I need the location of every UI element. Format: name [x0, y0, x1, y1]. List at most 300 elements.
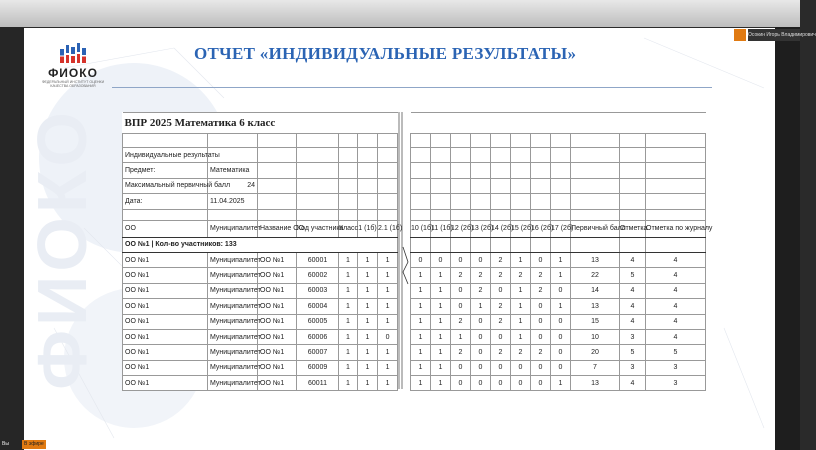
empty-cell	[620, 113, 646, 134]
empty-cell	[620, 148, 646, 163]
table-cell: 0	[491, 283, 511, 298]
column-break-marker	[398, 112, 410, 389]
empty-cell	[451, 194, 471, 209]
max-label: Максимальный первичный балл	[123, 178, 208, 193]
table-cell: 1	[511, 314, 531, 329]
empty-cell	[571, 209, 620, 220]
empty-cell	[620, 163, 646, 178]
table-row	[411, 376, 706, 391]
empty-cell	[531, 148, 551, 163]
column-header: 15 (2б)	[511, 220, 531, 237]
empty-cell	[551, 134, 571, 148]
empty-cell	[431, 148, 451, 163]
table-cell: 0	[451, 252, 471, 267]
logo-name: ФИОКО	[48, 66, 98, 80]
empty-cell	[431, 134, 451, 148]
table-cell: 3	[646, 360, 706, 375]
table-cell: ОО №1	[258, 283, 297, 298]
table-cell: 4	[620, 314, 646, 329]
table-cell: 5	[646, 345, 706, 360]
empty-cell	[551, 163, 571, 178]
table-cell: 60006	[297, 329, 339, 344]
empty-cell	[571, 148, 620, 163]
table-cell: 2	[491, 314, 511, 329]
table-cell: 0	[451, 283, 471, 298]
table-cell: 7	[571, 360, 620, 375]
table-cell: 1	[471, 299, 491, 314]
empty-cell	[491, 178, 511, 193]
table-cell: 1	[358, 329, 378, 344]
logo-books-icon	[60, 41, 86, 63]
table-cell: 1	[339, 252, 358, 267]
table-cell: 0	[471, 376, 491, 391]
empty-cell	[531, 209, 551, 220]
empty-cell	[551, 194, 571, 209]
table-cell: 0	[551, 314, 571, 329]
table-cell: 0	[531, 252, 551, 267]
table-cell: 0	[451, 376, 471, 391]
date-label: Дата:	[123, 194, 208, 209]
table-cell: ОО №1	[258, 345, 297, 360]
table-cell: 22	[571, 268, 620, 283]
table-cell: 2	[491, 345, 511, 360]
table-header-row	[123, 220, 398, 237]
table-cell: Муниципалитет	[208, 329, 258, 344]
table-cell: 1	[339, 314, 358, 329]
table-row	[123, 252, 398, 267]
table-cell: 2	[471, 268, 491, 283]
table-cell: 1	[551, 252, 571, 267]
table-cell: ОО №1	[123, 376, 208, 391]
empty-cell	[491, 134, 511, 148]
table-cell: 1	[411, 345, 431, 360]
table-cell: 1	[451, 329, 471, 344]
table-cell: 1	[378, 252, 398, 267]
table-cell: 3	[620, 329, 646, 344]
report-table-right	[410, 112, 713, 391]
table-row	[123, 268, 398, 283]
empty-cell	[491, 194, 511, 209]
table-cell: 0	[531, 376, 551, 391]
table-cell: 2	[491, 299, 511, 314]
table-cell: 1	[378, 360, 398, 375]
table-cell: Муниципалитет	[208, 345, 258, 360]
max-value: 24	[208, 178, 258, 193]
table-cell: 1	[431, 283, 451, 298]
empty-cell	[411, 178, 431, 193]
table-cell: 60007	[297, 345, 339, 360]
table-row	[411, 283, 706, 298]
empty-cell	[411, 148, 431, 163]
table-cell: 14	[571, 283, 620, 298]
table-cell: 1	[339, 299, 358, 314]
group-row	[123, 237, 398, 252]
empty-cell	[551, 209, 571, 220]
table-cell: Муниципалитет	[208, 252, 258, 267]
column-header: 11 (1б)	[431, 220, 451, 237]
table-cell: Муниципалитет	[208, 314, 258, 329]
empty-cell	[451, 237, 471, 252]
empty-cell	[491, 148, 511, 163]
table-cell: 2	[511, 268, 531, 283]
subject-label: Предмет:	[123, 163, 208, 178]
participant-name[interactable]: Осокин Игорь Владимирович	[748, 29, 800, 41]
table-cell: 1	[339, 283, 358, 298]
column-header: Первичный балл	[571, 220, 620, 237]
empty-cell	[451, 113, 471, 134]
table-cell: Муниципалитет	[208, 283, 258, 298]
empty-cell	[531, 134, 551, 148]
empty-cell	[471, 148, 491, 163]
empty-cell	[431, 113, 451, 134]
column-header: 17 (2б)	[551, 220, 571, 237]
empty-cell	[511, 163, 531, 178]
table-cell: 1	[358, 345, 378, 360]
table-cell: 3	[620, 360, 646, 375]
table-cell: 1	[431, 299, 451, 314]
table-cell: 0	[471, 314, 491, 329]
empty-cell	[620, 237, 646, 252]
table-cell: ОО №1	[123, 299, 208, 314]
table-cell: 2	[471, 283, 491, 298]
table-cell: Муниципалитет	[208, 376, 258, 391]
column-header: ОО	[123, 220, 208, 237]
group-label: ОО №1 | Кол-во участников: 133	[123, 237, 398, 252]
empty-cell	[646, 148, 706, 163]
table-row	[411, 268, 706, 283]
table-cell: 60009	[297, 360, 339, 375]
empty-cell	[491, 237, 511, 252]
table-row	[123, 376, 398, 391]
table-cell: 0	[531, 360, 551, 375]
table-cell: ОО №1	[123, 345, 208, 360]
blank-row	[411, 209, 706, 220]
empty-cell	[471, 237, 491, 252]
table-cell: 2	[531, 345, 551, 360]
table-cell: 4	[646, 314, 706, 329]
empty-cell	[511, 194, 531, 209]
empty-cell	[531, 113, 551, 134]
table-cell: 0	[551, 360, 571, 375]
left-panel	[0, 27, 24, 450]
empty-cell	[551, 178, 571, 193]
blank-row	[411, 148, 706, 163]
column-header: Муниципалитет	[208, 220, 258, 237]
table-cell: ОО №1	[123, 360, 208, 375]
empty-cell	[571, 237, 620, 252]
table-cell: 2	[531, 268, 551, 283]
empty-cell	[451, 134, 471, 148]
empty-cell	[431, 178, 451, 193]
empty-cell	[571, 194, 620, 209]
table-cell: 0	[511, 376, 531, 391]
table-cell: 1	[411, 268, 431, 283]
table-cell: 1	[551, 376, 571, 391]
table-cell: ОО №1	[123, 283, 208, 298]
table-cell: 1	[378, 314, 398, 329]
empty-cell	[471, 134, 491, 148]
empty-cell	[571, 113, 620, 134]
table-cell: 1	[411, 299, 431, 314]
empty-cell	[571, 178, 620, 193]
table-cell: 0	[378, 329, 398, 344]
table-cell: ОО №1	[258, 299, 297, 314]
table-cell: 4	[646, 283, 706, 298]
table-cell: 5	[620, 345, 646, 360]
table-cell: 0	[431, 252, 451, 267]
title-divider	[112, 87, 712, 88]
date-value: 11.04.2025	[208, 194, 258, 209]
table-row	[123, 329, 398, 344]
table-cell: 1	[339, 329, 358, 344]
table-cell: 13	[571, 299, 620, 314]
empty-cell	[531, 194, 551, 209]
table-cell: Муниципалитет	[208, 299, 258, 314]
fioko-logo	[38, 38, 108, 96]
empty-cell	[471, 178, 491, 193]
empty-cell	[620, 134, 646, 148]
blank-row	[411, 178, 706, 193]
empty-cell	[451, 178, 471, 193]
table-cell: 1	[431, 314, 451, 329]
empty-cell	[471, 209, 491, 220]
table-cell: 1	[378, 376, 398, 391]
empty-cell	[646, 237, 706, 252]
table-cell: 0	[471, 329, 491, 344]
blank-row	[411, 113, 706, 134]
report-table-left	[122, 112, 403, 391]
table-cell: 1	[378, 299, 398, 314]
table-cell: 0	[471, 345, 491, 360]
table-cell: 2	[531, 283, 551, 298]
blank-row	[411, 163, 706, 178]
table-cell: 0	[491, 360, 511, 375]
table-cell: 0	[491, 329, 511, 344]
empty-cell	[646, 178, 706, 193]
table-cell: 2	[451, 314, 471, 329]
table-cell: ОО №1	[258, 329, 297, 344]
table-cell: 0	[531, 329, 551, 344]
table-cell: 1	[358, 283, 378, 298]
table-row	[123, 283, 398, 298]
table-cell: 1	[551, 268, 571, 283]
empty-cell	[411, 237, 431, 252]
table-cell: 0	[411, 252, 431, 267]
table-row	[123, 345, 398, 360]
table-cell: 10	[571, 329, 620, 344]
table-cell: 4	[620, 252, 646, 267]
table-cell: 1	[378, 268, 398, 283]
empty-cell	[620, 194, 646, 209]
table-cell: 1	[411, 360, 431, 375]
table-cell: 0	[551, 283, 571, 298]
table-cell: 1	[411, 329, 431, 344]
table-cell: 20	[571, 345, 620, 360]
table-cell: 1	[431, 268, 451, 283]
live-tag: В эфире	[24, 441, 44, 447]
column-header: Код участника	[297, 220, 339, 237]
logo-watermark-box	[23, 108, 101, 448]
empty-cell	[451, 163, 471, 178]
empty-cell	[620, 178, 646, 193]
table-cell: 1	[551, 299, 571, 314]
empty-cell	[431, 209, 451, 220]
table-cell: 1	[411, 376, 431, 391]
table-row	[123, 314, 398, 329]
table-cell: ОО №1	[123, 314, 208, 329]
empty-cell	[646, 134, 706, 148]
table-cell: 60001	[297, 252, 339, 267]
column-header: 1 (1б)	[358, 220, 378, 237]
group-row	[411, 237, 706, 252]
empty-cell	[551, 237, 571, 252]
empty-cell	[511, 237, 531, 252]
column-header: 14 (2б)	[491, 220, 511, 237]
empty-cell	[511, 209, 531, 220]
table-cell: 0	[471, 360, 491, 375]
table-cell: 1	[339, 376, 358, 391]
table-cell: 0	[531, 314, 551, 329]
table-cell: ОО №1	[258, 376, 297, 391]
window-top-bar	[0, 0, 800, 27]
column-header: 10 (1б)	[411, 220, 431, 237]
table-cell: 15	[571, 314, 620, 329]
table-cell: 1	[339, 268, 358, 283]
empty-cell	[431, 194, 451, 209]
table-cell: 1	[358, 268, 378, 283]
empty-cell	[531, 178, 551, 193]
table-cell: 4	[646, 329, 706, 344]
table-cell: 0	[471, 252, 491, 267]
presentation-slide	[24, 28, 775, 450]
column-header: 2.1 (1б)	[378, 220, 398, 237]
table-cell: 2	[511, 345, 531, 360]
table-cell: 4	[620, 283, 646, 298]
column-header: Отметка по журналу	[646, 220, 706, 237]
empty-cell	[471, 113, 491, 134]
table-cell: 1	[358, 314, 378, 329]
table-cell: 2	[451, 345, 471, 360]
table-cell: 1	[358, 376, 378, 391]
empty-cell	[571, 163, 620, 178]
table-cell: ОО №1	[258, 252, 297, 267]
empty-cell	[411, 134, 431, 148]
table-cell: 0	[491, 376, 511, 391]
column-header: 16 (2б)	[531, 220, 551, 237]
empty-cell	[646, 163, 706, 178]
table-cell: ОО №1	[123, 252, 208, 267]
blank-row	[411, 194, 706, 209]
table-cell: 4	[620, 299, 646, 314]
table-cell: 60011	[297, 376, 339, 391]
table-cell: 0	[551, 329, 571, 344]
table-cell: 0	[511, 360, 531, 375]
table-cell: 1	[511, 329, 531, 344]
table-cell: 0	[451, 360, 471, 375]
table-cell: 1	[411, 283, 431, 298]
empty-cell	[491, 113, 511, 134]
table-cell: 1	[358, 360, 378, 375]
table-cell: 3	[646, 376, 706, 391]
table-row	[411, 299, 706, 314]
column-header: 12 (2б)	[451, 220, 471, 237]
column-header: Отметка	[620, 220, 646, 237]
table-row	[411, 252, 706, 267]
table-cell: 1	[431, 329, 451, 344]
table-cell: 4	[646, 299, 706, 314]
table-cell: 13	[571, 252, 620, 267]
empty-cell	[411, 113, 431, 134]
table-cell: 5	[620, 268, 646, 283]
table-cell: 1	[511, 252, 531, 267]
table-cell: 1	[511, 283, 531, 298]
table-cell: 1	[511, 299, 531, 314]
sheet-title: ВПР 2025 Математика 6 класс	[123, 113, 398, 134]
table-cell: 60005	[297, 314, 339, 329]
table-cell: Муниципалитет	[208, 360, 258, 375]
table-cell: 2	[491, 268, 511, 283]
empty-cell	[411, 209, 431, 220]
empty-cell	[431, 163, 451, 178]
table-cell: 1	[378, 345, 398, 360]
empty-cell	[411, 194, 431, 209]
empty-cell	[411, 163, 431, 178]
individual-label: Индивидуальные результаты	[123, 148, 208, 163]
table-cell: 0	[451, 299, 471, 314]
table-row	[123, 360, 398, 375]
table-cell: 4	[646, 252, 706, 267]
blank-row	[411, 134, 706, 148]
empty-cell	[491, 209, 511, 220]
empty-cell	[571, 134, 620, 148]
table-header-row	[411, 220, 706, 237]
table-cell: 0	[531, 299, 551, 314]
table-cell: 1	[339, 360, 358, 375]
empty-cell	[646, 194, 706, 209]
table-cell: ОО №1	[123, 268, 208, 283]
empty-cell	[471, 194, 491, 209]
table-row	[123, 299, 398, 314]
table-row	[411, 345, 706, 360]
empty-cell	[531, 163, 551, 178]
table-cell: 4	[620, 376, 646, 391]
empty-cell	[471, 163, 491, 178]
slide-title: ОТЧЕТ «ИНДИВИДУАЛЬНЫЕ РЕЗУЛЬТАТЫ»	[194, 44, 577, 63]
empty-cell	[491, 163, 511, 178]
empty-cell	[431, 237, 451, 252]
table-cell: ОО №1	[258, 360, 297, 375]
empty-cell	[451, 148, 471, 163]
empty-cell	[511, 178, 531, 193]
table-cell: 1	[358, 252, 378, 267]
self-label: Вы	[2, 441, 9, 447]
empty-cell	[646, 209, 706, 220]
table-cell: 1	[431, 345, 451, 360]
table-cell: 60002	[297, 268, 339, 283]
table-cell: 13	[571, 376, 620, 391]
table-cell: 1	[358, 299, 378, 314]
right-panel	[775, 27, 800, 450]
table-cell: 60003	[297, 283, 339, 298]
table-row	[411, 360, 706, 375]
logo-subtitle: ФЕДЕРАЛЬНЫЙ ИНСТИТУТ ОЦЕНКИ КАЧЕСТВА ОБРАЗОВАНИЯ	[41, 80, 105, 88]
empty-cell	[451, 209, 471, 220]
column-header: Класс	[339, 220, 358, 237]
table-row	[411, 314, 706, 329]
subject-value: Математика	[208, 163, 258, 178]
empty-cell	[551, 113, 571, 134]
empty-cell	[531, 237, 551, 252]
